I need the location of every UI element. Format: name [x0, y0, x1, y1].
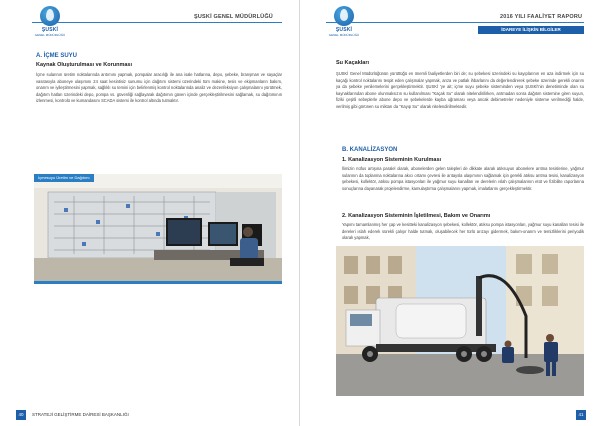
logo-subtitle: GENEL MÜDÜRLÜĞÜ	[328, 33, 360, 37]
sewer-truck-illustration	[336, 246, 584, 396]
section-title-b: B. KANALİZASYON	[342, 147, 398, 153]
section-title-a: A. İÇME SUYU	[36, 53, 78, 59]
subsection-title-kaynak: Kaynak Oluşturulması ve Korunması	[36, 62, 132, 68]
header-section-tag: İDAREYE İLİŞKİN BİLGİLER	[478, 26, 584, 34]
subsection-title-su-kacaklari: Su Kaçakları	[336, 60, 370, 66]
page-number-left: 40	[16, 410, 26, 420]
paragraph-b1: İlimizin nüfus artışına paralel olarak, abonelerden gelen talepleri de dikkate alarak atıksuyun abonelere arıtma tesislerine, yağmur sularının da toplanma noktalarına akıcı ortamı çevresi ile arıtaysla ulaşımının sağlamak için gerekli atıksu arıtma tesisi, kanalizasyon şebekesi, kollektör, atıksu pompa istasyonları ile yağmur suyu kanalları ve derelerin ıslah çalışmalarının etüt ve fizibilite raporlarına sonuçlarına dayanarak projelendirme, kamulaştırma çalışmalarını yapmak, imalatlarını gerçekleştirmektir.	[342, 166, 584, 191]
logo-subtitle: GENEL MÜDÜRLÜĞÜ	[34, 33, 66, 37]
page-number-right: 41	[576, 410, 586, 420]
water-drop-icon	[40, 6, 60, 26]
header-divider	[326, 22, 584, 23]
photo-scada-control-room	[34, 174, 282, 284]
photo-sewer-maintenance	[336, 246, 584, 396]
subsection-title-b1: 1. Kanalizasyon Sisteminin Kurulması	[342, 157, 442, 163]
scada-room-illustration	[34, 174, 282, 284]
paragraph-su-kacaklari: ŞUSKİ Genel Müdürlüğünün yürüttüğü en önemli faaliyetlerden biri de; su şebekesi üzerindeki su kayıplarının en aza indirmek için su kaçağı kontrol noktalarını tespit eden çalışmalar yapmak, arıza ve patlak ihbarlarını da değerlendirerek şebeke üzerinde gerekli onarım ya da şebeke yenilemelerini gerçekleştirmektir. ŞUSKİ 'ye ait; içme suyu şebeke sisteminden veya ŞUSKİ'nin denetiminde olan su kaynaklarından abone olunmaksızın su kullanılması "Kaçak Su" olarak nitelendirilirken, arıtmadan sonra dağıtım sistemine giren suyun, fiziki çeşitli sebeplerle abone depo ve şebekelerde kayba uğraması veya ancak debimetreler nedeniyle sisteme verilmediği halde, verilmiş gibi görünen su miktarı da "Kayıp Su" olarak nitelendirilmektedir.	[336, 71, 584, 109]
header-divider	[32, 22, 282, 23]
logo-name: ŞUSKİ	[41, 27, 59, 33]
left-footer	[0, 410, 300, 420]
water-drop-icon	[334, 6, 354, 26]
subsection-title-b2: 2. Kanalizasyon Sisteminin İşletilmesi, Bakım ve Onarımı	[342, 213, 491, 219]
photo-frame-bar	[34, 281, 282, 284]
paragraph-icme-suyu: İçme sularının üretim noktalarında arıtımını yapmak, pompalar aracılığı ile ana isale hatlarına, depo, şebeke, branşman ve sayaçlar vasıtasıyla aboneye ulaşımını 24 saat kesintisiz sunumu için dağıtım sistemi üzerindeki tüm makine, tesis ve ekipmanların bakım, onarım ve iyileştirmesini yapmak, sağlıklı su temini için belirlenmiş kontrol noktalarında analiz ve dezenfeksiyon çalışmalarını yürütmek, dağıtım hatları üzerindeki depo, pompa vs. güvenliği sağlayarak dağıtımın güven içinde gerçekleştirilmesini sağlamak, su dağıtımının izlenmesi, kontrolü ve kumandasını SCADA sistemi ile kontrol altında tutmaktır.	[36, 72, 282, 103]
right-header-title: 2016 YILI FAALİYET RAPORU	[500, 14, 583, 20]
photo-caption: İçmesuyu Üretim ve Dağıtımı	[34, 174, 94, 182]
footer-department: STRATEJİ GELİŞTİRME DAİRESİ BAŞKANLIĞI	[32, 412, 129, 417]
logo-name: ŞUSKİ	[335, 27, 353, 33]
left-header-title: ŞUSKİ GENEL MÜDÜRLÜĞÜ	[194, 14, 273, 20]
paragraph-b2: Yapımı tamamlanmış her çap ve kesitteki kanalizasyon şebekesi, kollektör, atıksu pompa istasyonları, yağmur suyu kanalları tesisi ile dereleri ıslah ederek sürekli çalışır halde tutmak, oluşabilecek her türlü arızayı gidermek, bakım-onarım ve temizliklerini periyodik olarak yapmak,	[342, 222, 584, 240]
